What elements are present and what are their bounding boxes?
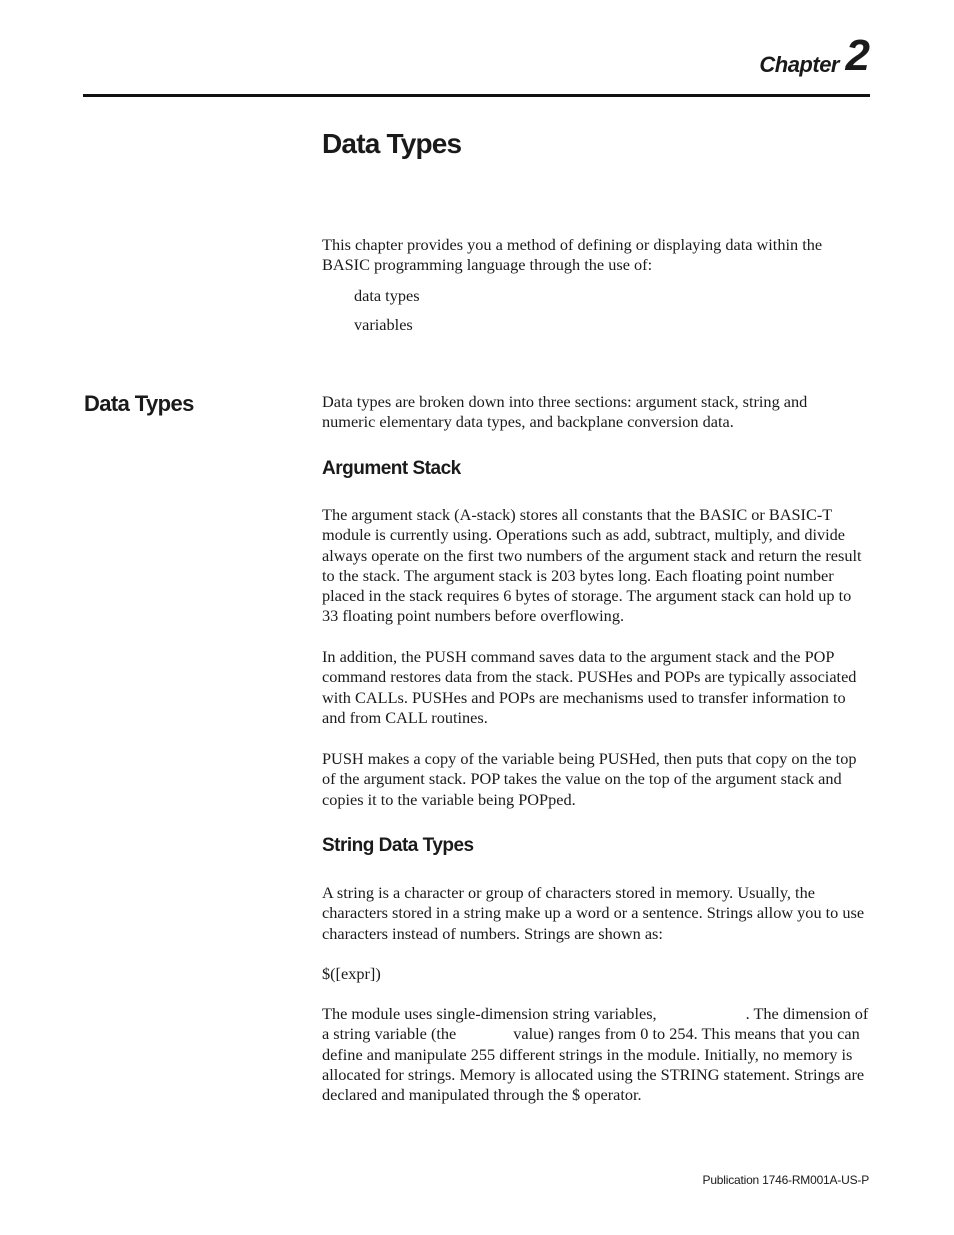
- paragraph-line: to the stack. The argument stack is 203 bytes long. Each floating point number: [322, 565, 834, 585]
- intro-line: BASIC programming language through the use of:: [322, 255, 653, 275]
- paragraph-line: characters stored in a string make up a word or a sentence. Strings allow you to use: [322, 903, 865, 923]
- intro-bullet: variables: [354, 315, 413, 334]
- chapter-label: Chapter: [759, 52, 839, 77]
- string-types-paragraph-1: [322, 883, 870, 944]
- paragraph-line: command restores data from the stack. PUSHes and POPs are typically associated: [322, 667, 857, 687]
- line-part: . The dimension of: [745, 1004, 869, 1023]
- string-syntax: $([expr]): [322, 964, 381, 983]
- argument-stack-paragraph-1: [322, 505, 870, 627]
- paragraph-line: copies it to the variable being POPped.: [322, 789, 576, 809]
- paragraph-line: [322, 1024, 870, 1044]
- paragraph-line: [322, 1004, 870, 1024]
- section-paragraph: [322, 392, 870, 433]
- paragraph-line: of the argument stack. POP takes the value on the top of the argument stack and: [322, 769, 842, 789]
- section-heading: Data Types: [84, 391, 194, 416]
- argument-stack-paragraph-3: [322, 749, 870, 810]
- paragraph-line: In addition, the PUSH command saves data to the argument stack and the POP: [322, 647, 835, 666]
- paragraph-line: A string is a character or group of characters stored in memory. Usually, the: [322, 883, 815, 902]
- paragraph-line: placed in the stack requires 6 bytes of storage. The argument stack can hold up to: [322, 586, 852, 606]
- page-title: Data Types: [322, 128, 462, 159]
- line-part: a string variable (the: [322, 1024, 457, 1044]
- paragraph-line: The argument stack (A-stack) stores all constants that the BASIC or BASIC-T: [322, 505, 833, 524]
- chapter-number: 2: [845, 31, 870, 80]
- argument-stack-paragraph-2: [322, 647, 870, 728]
- subsection-heading-string-data-types: String Data Types: [322, 835, 474, 856]
- line-part: value) ranges from 0 to 254. This means that you can: [513, 1024, 860, 1044]
- paragraph-line: Data types are broken down into three sections: argument stack, string and: [322, 392, 808, 411]
- intro-bullet: data types: [354, 286, 420, 305]
- paragraph-line: allocated for strings. Memory is allocated using the STRING statement. Strings are: [322, 1064, 865, 1084]
- paragraph-line: and from CALL routines.: [322, 707, 488, 727]
- publication-footer: Publication 1746-RM001A-US-P: [702, 1173, 869, 1187]
- header-rule: [83, 94, 870, 97]
- paragraph-line: 33 floating point numbers before overflowing.: [322, 606, 625, 626]
- line-part: The module uses single-dimension string variables,: [322, 1004, 657, 1023]
- paragraph-line: define and manipulate 255 different strings in the module. Initially, no memory is: [322, 1044, 853, 1064]
- intro-paragraph: [322, 235, 870, 276]
- paragraph-line: characters instead of numbers. Strings are shown as:: [322, 923, 663, 943]
- paragraph-line: PUSH makes a copy of the variable being PUSHed, then puts that copy on the top: [322, 749, 857, 768]
- intro-line: This chapter provides you a method of defining or displaying data within the: [322, 235, 823, 254]
- paragraph-line: module is currently using. Operations such as add, subtract, multiply, and divide: [322, 525, 846, 545]
- paragraph-line: declared and manipulated through the $ operator.: [322, 1085, 642, 1105]
- subsection-heading-argument-stack: Argument Stack: [322, 458, 461, 479]
- paragraph-line: numeric elementary data types, and backplane conversion data.: [322, 412, 734, 432]
- paragraph-line: always operate on the first two numbers of the argument stack and return the result: [322, 545, 862, 565]
- string-types-paragraph-2: [322, 1004, 870, 1105]
- paragraph-line: with CALLs. PUSHes and POPs are mechanisms used to transfer information to: [322, 687, 846, 707]
